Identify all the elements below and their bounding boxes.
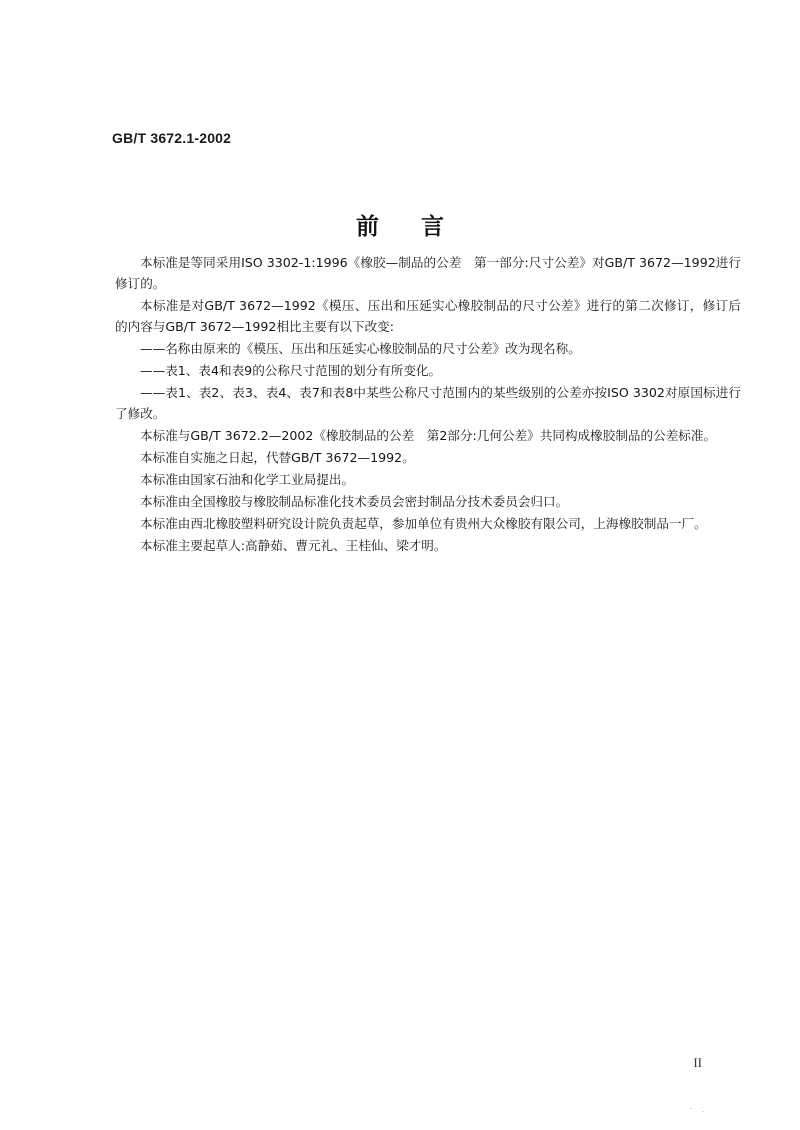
paragraph-drafting-units: 本标准由西北橡胶塑料研究设计院负责起草，参加单位有贵州大众橡胶有限公司，上海橡胶制品一厂。 [140,516,707,531]
scan-speck [690,1108,692,1109]
paragraph-related-standard: 本标准与GB/T 3672.2—2002《橡胶制品的公差 第2部分:几何公差》共同构成橡胶制品的公差标准。 [140,428,717,443]
scan-speck [702,1111,704,1112]
page-number: II [693,1055,702,1070]
paragraph-replacement: 本标准自实施之日起，代替GB/T 3672—1992。 [140,450,415,465]
paragraph-administration: 本标准由全国橡胶与橡胶制品标准化技术委员会密封制品分技术委员会归口。 [140,494,569,509]
page-title: 前言 [356,214,486,240]
paragraph-drafters: 本标准主要起草人:高静茹、曹元礼、王桂仙、梁才明。 [140,538,447,553]
paragraph-adoption: 本标准是等同采用ISO 3302-1:1996《橡胶—制品的公差 第一部分:尺寸公差》对GB/T 3672—1992进行修订的。 [115,255,741,291]
paragraph-proposer: 本标准由国家石油和化学工业局提出。 [140,472,355,487]
paragraph-change-name: ——名称由原来的《模压、压出和压延实心橡胶制品的尺寸公差》改为现名称。 [140,341,581,356]
foreword-body [115,252,741,557]
standard-code: GB/T 3672.1-2002 [112,130,232,146]
paragraph-change-tolerances: ——表1、表2、表3、表4、表7和表8中某些公称尺寸范围内的某些级别的公差亦按ISO 3302对原国标进行了修改。 [115,385,741,421]
paragraph-revision: 本标准是对GB/T 3672—1992《模压、压出和压延实心橡胶制品的尺寸公差》进行的第二次修订，修订后的内容与GB/T 3672—1992相比主要有以下改变: [115,298,741,334]
paragraph-change-tables: ——表1、表4和表9的公称尺寸范围的划分有所变化。 [140,363,442,378]
